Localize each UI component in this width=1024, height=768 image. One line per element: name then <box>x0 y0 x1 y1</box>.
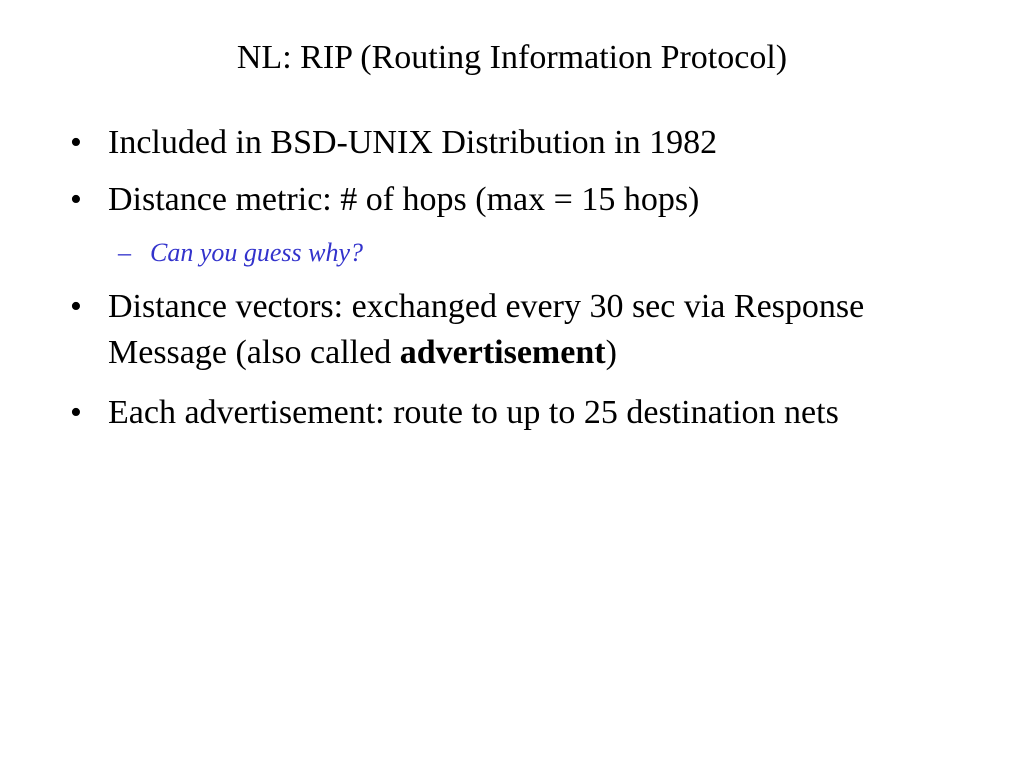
bullet-dot-icon: • <box>70 181 82 218</box>
bullet-text: Each advertisement: route to up to 25 destination nets <box>108 394 839 431</box>
bullet-item <box>70 284 990 376</box>
bullet-text-closing: ) <box>605 334 617 371</box>
slide-title: NL: RIP (Routing Information Protocol) <box>236 39 788 76</box>
bullet-dot-icon: • <box>70 394 82 431</box>
bullet-item <box>70 177 990 223</box>
bullet-item <box>70 120 990 166</box>
dash-icon: – <box>118 238 131 267</box>
sub-bullet-item <box>118 236 978 270</box>
bullet-text: Distance metric: # of hops (max = 15 hops) <box>108 181 700 218</box>
bullet-dot-icon: • <box>70 288 82 325</box>
bullet-item <box>70 390 990 436</box>
sub-bullet-text: Can you guess why? <box>150 238 364 267</box>
bullet-text: Included in BSD-UNIX Distribution in 1982 <box>108 124 718 161</box>
bullet-text-bold: advertisement <box>399 334 606 371</box>
bullet-dot-icon: • <box>70 124 82 161</box>
bullet-text-regular: Distance vectors: exchanged every 30 sec via Response Message (also called <box>108 288 865 371</box>
bullet-text <box>108 284 990 376</box>
